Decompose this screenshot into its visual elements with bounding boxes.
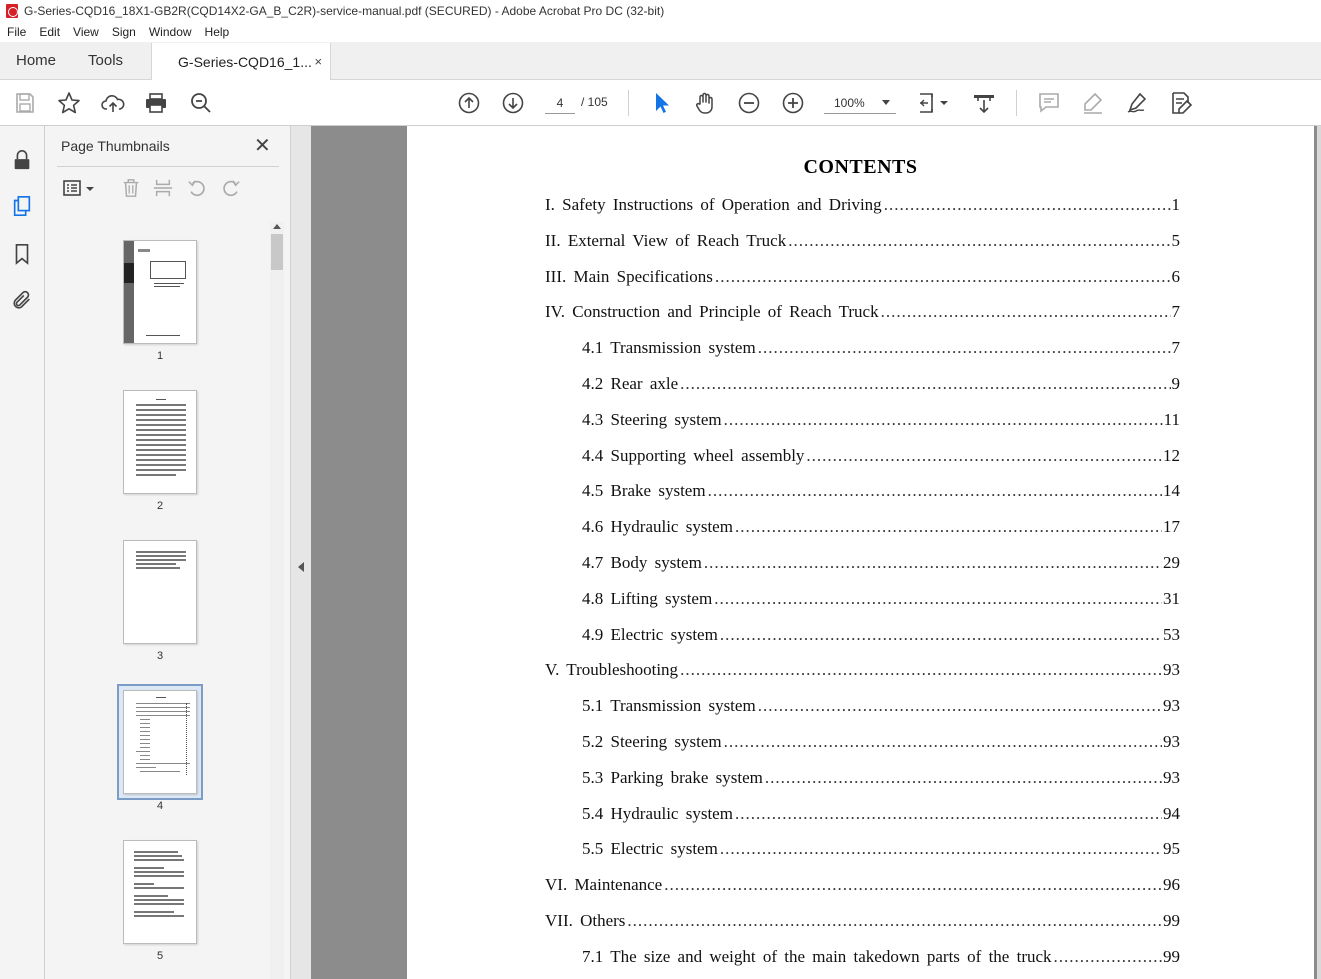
toc-leader-dots <box>788 231 1170 251</box>
document-scroll-edge[interactable] <box>1317 126 1321 979</box>
toc-entry[interactable] <box>582 804 1180 828</box>
toc-entry-title: 4.3 Steering system <box>582 409 722 429</box>
thumbnail-page-number: 3 <box>156 650 164 662</box>
toc-entry-title: 5.2 Steering system <box>582 732 722 751</box>
menu-edit[interactable]: Edit <box>39 25 61 39</box>
toc-entry-title: VI. Maintenance <box>545 875 663 895</box>
search-zoom-icon[interactable] <box>188 90 214 116</box>
toc-entry[interactable] <box>582 839 1180 863</box>
panel-title: Page Thumbnails <box>61 138 170 154</box>
select-cursor-icon[interactable] <box>648 90 674 116</box>
toc-entry-page: 7 <box>1171 302 1180 322</box>
pdf-page <box>407 126 1314 979</box>
toc-entry-page: 53 <box>1163 624 1180 644</box>
toc-leader-dots <box>680 374 1170 394</box>
extract-page-icon[interactable] <box>151 177 175 199</box>
toc-entry-title: 5.5 Electric system <box>582 839 718 859</box>
toc-entry[interactable] <box>582 517 1180 541</box>
menu-bar <box>0 22 1321 42</box>
hand-icon[interactable] <box>692 90 718 116</box>
toolbar-divider <box>628 90 629 116</box>
comment-icon[interactable] <box>1036 90 1062 116</box>
toc-leader-dots <box>680 660 1162 680</box>
toc-entry-page: 96 <box>1163 875 1180 895</box>
toc-entry[interactable] <box>545 875 1180 899</box>
thumbnail-page-number: 5 <box>156 950 164 962</box>
toc-entry[interactable] <box>545 267 1180 291</box>
zoom-in-icon[interactable] <box>780 90 806 116</box>
toc-leader-dots <box>708 481 1162 501</box>
main-toolbar <box>0 80 1321 126</box>
thumbnail-options-icon[interactable] <box>61 177 97 199</box>
toc-leader-dots <box>664 875 1162 895</box>
toc-entry-title: 5.1 Transmission system <box>582 696 756 716</box>
toc-entry[interactable] <box>582 338 1180 362</box>
toc-entry-page: 11 <box>1163 409 1180 429</box>
delete-page-icon[interactable] <box>119 177 143 199</box>
toc-entry-page: 7 <box>1171 338 1180 358</box>
toc-entry[interactable] <box>582 625 1180 649</box>
toolbar-divider <box>1016 90 1017 116</box>
toc-leader-dots <box>758 696 1162 716</box>
title-bar <box>0 0 1321 22</box>
toc-entry-page: 93 <box>1163 767 1180 787</box>
close-panel-icon[interactable]: ✕ <box>254 135 271 157</box>
menu-window[interactable]: Window <box>148 25 192 39</box>
toc-entry[interactable] <box>582 553 1180 577</box>
page-down-icon[interactable] <box>500 90 526 116</box>
toc-leader-dots <box>714 589 1162 609</box>
page-total: / 105 <box>581 95 608 109</box>
toc-leader-dots <box>884 195 1171 215</box>
toc-entry-page: 9 <box>1171 374 1180 393</box>
zoom-out-icon[interactable] <box>736 90 762 116</box>
toc-entry-title: II. External View of Reach Truck <box>545 230 787 250</box>
acrobat-app-icon <box>6 4 18 18</box>
toc-entry-title: 4.4 Supporting wheel assembly <box>582 445 805 465</box>
page-up-icon[interactable] <box>456 90 482 116</box>
toc-entry-page: 99 <box>1163 946 1180 966</box>
thumbnail-image <box>123 690 197 794</box>
thumbnail-page-number: 2 <box>156 500 164 512</box>
toc-entry-title: V. Troubleshooting <box>545 660 679 680</box>
toc-entry-title: 4.7 Body system <box>582 553 702 572</box>
toc-entry-page: 93 <box>1163 660 1180 680</box>
toc-entry[interactable] <box>545 660 1180 684</box>
toc-leader-dots <box>1054 947 1162 967</box>
toc-entry[interactable] <box>582 732 1180 756</box>
toc-leader-dots <box>715 267 1171 287</box>
toc-leader-dots <box>735 517 1162 537</box>
highlight-icon[interactable] <box>1080 90 1106 116</box>
toc-entry[interactable] <box>545 302 1180 326</box>
bookmark-icon[interactable] <box>10 242 34 266</box>
attachment-icon[interactable] <box>10 288 34 312</box>
edit-icon[interactable] <box>1168 90 1194 116</box>
rotate-right-icon[interactable] <box>219 177 243 199</box>
lock-icon[interactable] <box>10 148 34 172</box>
toc-entry-page: 29 <box>1163 553 1180 572</box>
thumbnail-image <box>123 390 197 494</box>
toc-leader-dots <box>758 338 1171 358</box>
page-thumbnails-panel <box>45 126 291 979</box>
toc-entry[interactable] <box>582 481 1180 505</box>
toc-entry-title: I. Safety Instructions of Operation and Driving <box>545 195 882 214</box>
toc-leader-dots <box>720 625 1162 645</box>
document-tab-label: G-Series-CQD16_1... <box>178 53 312 70</box>
toc-entry-title: VII. Others <box>545 911 626 930</box>
toc-entry-page: 1 <box>1171 195 1180 214</box>
toc-leader-dots <box>627 911 1162 931</box>
toc-entry-title: III. Main Specifications <box>545 266 713 286</box>
toc-entry-page: 5 <box>1171 230 1180 250</box>
toc-entry[interactable] <box>582 768 1180 792</box>
tab-document[interactable] <box>151 43 331 80</box>
contents-heading: CONTENTS <box>803 156 918 178</box>
toc-entry-title: 5.4 Hydraulic system <box>582 803 733 823</box>
sign-icon[interactable] <box>1124 90 1150 116</box>
toc-entry[interactable] <box>545 195 1180 219</box>
collapse-arrow-icon <box>298 562 304 572</box>
toc-entry-title: 4.6 Hydraulic system <box>582 517 733 537</box>
toc-entry-title: 5.3 Parking brake system <box>582 767 763 787</box>
toc-leader-dots <box>806 446 1162 466</box>
toc-entry[interactable] <box>582 446 1180 470</box>
tab-home[interactable]: Home <box>16 52 57 69</box>
page-layout-icon[interactable] <box>915 90 951 116</box>
toc-entry-title: 7.1 The size and weight of the main takedown parts of the truck <box>582 946 1052 966</box>
toc-entry-title: 4.9 Electric system <box>582 624 718 644</box>
toc-entry[interactable] <box>582 410 1180 434</box>
toc-entry-page: 93 <box>1163 696 1180 716</box>
scrollbar-thumb[interactable] <box>271 234 283 270</box>
toc-entry-page: 95 <box>1163 839 1180 859</box>
scroll-mode-icon[interactable] <box>971 90 997 116</box>
toc-leader-dots <box>735 804 1162 824</box>
thumbnail-image <box>123 240 197 344</box>
toc-entry-title: 4.8 Lifting system <box>582 588 713 608</box>
chevron-down-icon <box>882 100 890 105</box>
zoom-select[interactable] <box>824 92 896 114</box>
toc-entry-page: 6 <box>1171 266 1180 286</box>
tab-tools[interactable]: Tools <box>88 52 124 69</box>
window-title: G-Series-CQD16_18X1-GB2R(CQD14X2-GA_B_C2R)-service-manual.pdf (SECURED) - Adobe Acrobat Pro DC (32-bit) <box>24 4 665 18</box>
left-navigation-rail <box>0 126 45 979</box>
toc-entry[interactable] <box>582 696 1180 720</box>
menu-view[interactable]: View <box>73 25 99 39</box>
toc-entry[interactable] <box>582 374 1180 398</box>
rotate-left-icon[interactable] <box>185 177 209 199</box>
toc-entry-page: 12 <box>1163 445 1180 465</box>
bookmark-star-icon[interactable] <box>56 90 82 116</box>
toc-leader-dots <box>881 302 1171 322</box>
toc-entry-title: 4.5 Brake system <box>582 481 706 501</box>
toc-entry[interactable] <box>545 231 1180 255</box>
collapse-panel-handle[interactable] <box>291 126 311 979</box>
menu-sign[interactable]: Sign <box>111 25 136 39</box>
thumbnail-page-number: 4 <box>156 800 164 812</box>
save-icon[interactable] <box>12 90 38 116</box>
page-thumbnails-icon[interactable] <box>10 194 34 218</box>
menu-file[interactable]: File <box>7 25 27 39</box>
scroll-up-icon[interactable] <box>273 224 281 229</box>
menu-help[interactable]: Help <box>204 25 230 39</box>
toc-entry-page: 99 <box>1163 911 1180 930</box>
thumbnail-page-number: 1 <box>156 350 164 362</box>
toc-leader-dots <box>765 768 1162 788</box>
toc-entry[interactable] <box>582 947 1180 971</box>
toc-entry[interactable] <box>582 589 1180 613</box>
toc-leader-dots <box>704 553 1162 573</box>
toc-leader-dots <box>720 839 1162 859</box>
tab-bar <box>0 42 1321 80</box>
close-tab-icon[interactable]: × <box>314 54 323 69</box>
print-icon[interactable] <box>143 90 169 116</box>
toc-entry-title: 4.2 Rear axle <box>582 374 679 393</box>
toc-entry-page: 94 <box>1163 803 1180 823</box>
toc-entry-page: 93 <box>1163 732 1180 751</box>
toc-leader-dots <box>724 732 1162 752</box>
toc-leader-dots <box>724 410 1163 430</box>
thumbnail-image <box>123 840 197 944</box>
zoom-value: 100% <box>834 95 865 110</box>
document-viewer[interactable] <box>311 126 1321 979</box>
toc-entry[interactable] <box>545 911 1180 935</box>
upload-icon[interactable] <box>100 90 126 116</box>
toc-entry-title: IV. Construction and Principle of Reach Truck <box>545 302 879 322</box>
toc-entry-page: 31 <box>1163 588 1180 608</box>
toc-entry-page: 17 <box>1163 517 1180 537</box>
toc-entry-page: 14 <box>1163 481 1180 501</box>
thumbnail-image <box>123 540 197 644</box>
thumbnail-scrollbar[interactable] <box>270 222 284 979</box>
toc-entry-title: 4.1 Transmission system <box>582 338 756 358</box>
page-number-input[interactable] <box>545 92 575 114</box>
thumbnail-toolbar <box>57 166 279 206</box>
